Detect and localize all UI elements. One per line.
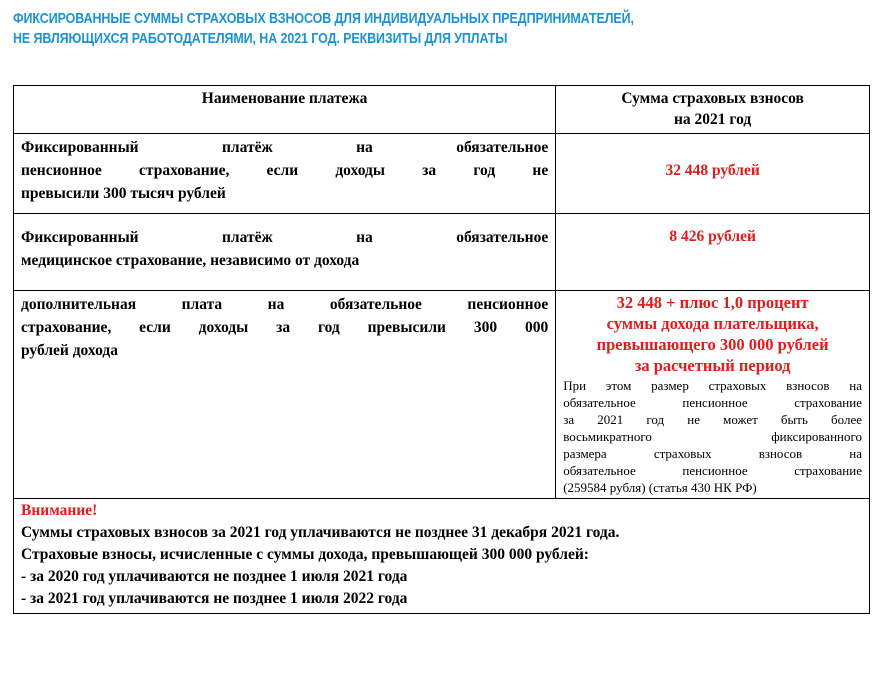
attention-label: Внимание!: [21, 502, 98, 519]
amount-value: 8 426 рублей: [669, 228, 756, 245]
amount-cell: [556, 291, 870, 499]
amount-note: [563, 377, 862, 498]
amount-cell: [556, 214, 870, 291]
payment-name-line: пенсионное страхование, если доходы за год не: [21, 162, 549, 179]
attention-block: [21, 500, 862, 610]
table-row: [14, 134, 870, 214]
payment-name-line: медицинское страхование, независимо от дохода: [21, 252, 360, 269]
note-line: обязательное пенсионное страхование: [563, 463, 862, 478]
column-header-name-text: Наименование платежа: [201, 90, 368, 107]
attention-row: [14, 499, 870, 614]
payment-name-line: превысили 300 тысяч рублей: [21, 185, 226, 202]
table-row: [14, 214, 870, 291]
amount-cell: [556, 134, 870, 214]
title-line-2: НЕ ЯВЛЯЮЩИХСЯ РАБОТОДАТЕЛЯМИ, НА 2021 ГОД. РЕКВИЗИТЫ ДЛЯ УПЛАТЫ: [13, 31, 508, 47]
note-line: (259584 рубля) (статья 430 НК РФ): [563, 480, 757, 495]
column-header-amount: [556, 86, 870, 134]
payment-name-line: рублей дохода: [21, 342, 118, 359]
note-line: При этом размер страховых взносов на: [563, 378, 862, 393]
table-header-row: [14, 86, 870, 134]
attention-line: Суммы страховых взносов за 2021 год уплачиваются не позднее 31 декабря 2021 года.: [21, 524, 620, 541]
note-line: восьмикратного фиксированного: [563, 429, 862, 444]
amount-formula-line: суммы дохода плательщика,: [606, 314, 819, 333]
note-line: размера страховых взносов на: [563, 446, 862, 461]
note-line: обязательное пенсионное страхование: [563, 395, 862, 410]
note-line: за 2021 год не может быть более: [563, 412, 862, 427]
column-header-amount-line-2: на 2021 год: [673, 111, 752, 128]
amount-formula-line: превышающего 300 000 рублей: [596, 335, 829, 354]
contributions-table: [13, 85, 870, 614]
payment-name-line: Фиксированный платёж на обязательное: [21, 229, 549, 246]
attention-line: Страховые взносы, исчисленные с суммы дохода, превышающей 300 000 рублей:: [21, 546, 589, 563]
attention-cell: [14, 499, 870, 614]
page-title: [13, 9, 753, 49]
column-header-name: [14, 86, 556, 134]
payment-name-line: Фиксированный платёж на обязательное: [21, 139, 549, 156]
payment-name-cell: [14, 291, 556, 499]
attention-line: - за 2020 год уплачиваются не позднее 1 июля 2021 года: [21, 568, 408, 585]
column-header-amount-line-1: Сумма страховых взносов: [621, 90, 804, 107]
payment-name-cell: [14, 134, 556, 214]
amount-value: 32 448 рублей: [665, 162, 760, 179]
payment-name-line: дополнительная плата на обязательное пенсионное: [21, 296, 549, 313]
title-line-1: ФИКСИРОВАННЫЕ СУММЫ СТРАХОВЫХ ВЗНОСОВ ДЛЯ ИНДИВИДУАЛЬНЫХ ПРЕДПРИНИМАТЕЛЕЙ,: [13, 11, 634, 27]
amount-formula-line: за расчетный период: [634, 356, 791, 375]
attention-line: - за 2021 год уплачиваются не позднее 1 июля 2022 года: [21, 590, 408, 607]
amount-formula-line: 32 448 + плюс 1,0 процент: [616, 293, 809, 312]
table-row: [14, 291, 870, 499]
payment-name-line: страхование, если доходы за год превысили 300 000: [21, 319, 549, 336]
payment-name-cell: [14, 214, 556, 291]
